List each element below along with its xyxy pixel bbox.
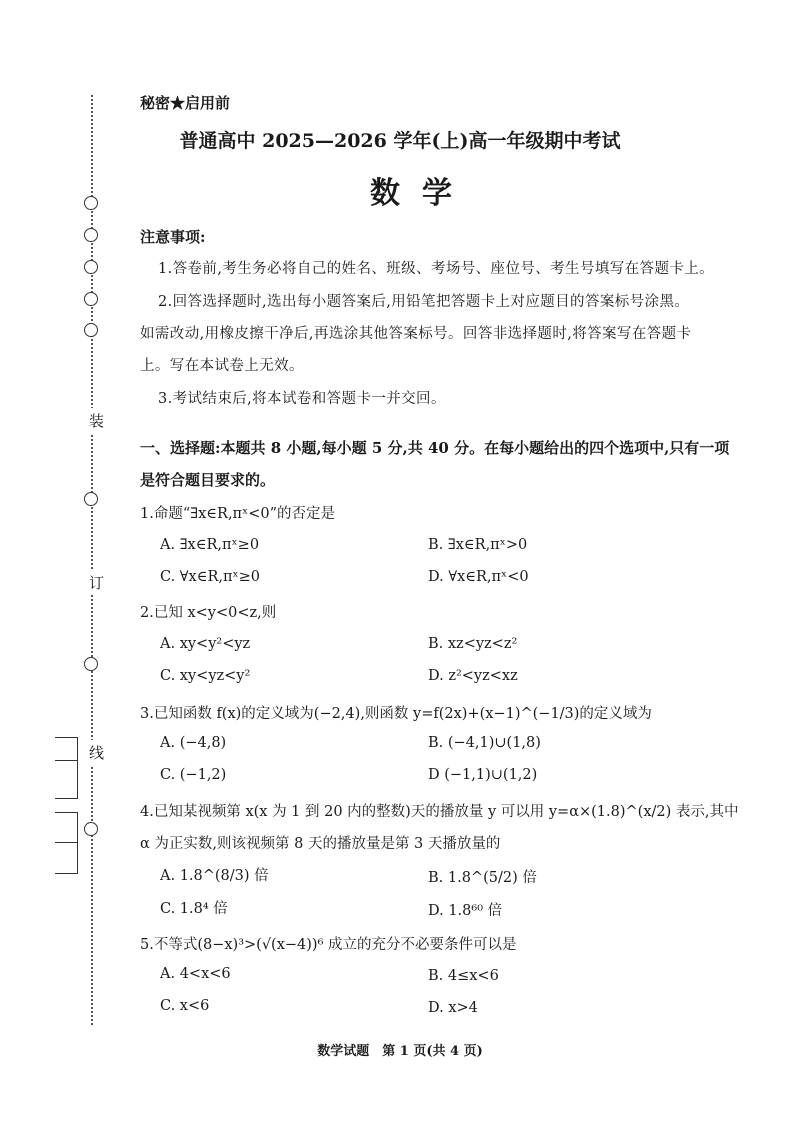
question-1-stem: 1.命题“∃x∈R,πˣ<0”的否定是 (140, 506, 336, 522)
question-5-option-c: C. x<6 (160, 998, 210, 1014)
question-1-option-b: B. ∃x∈R,πˣ>0 (428, 537, 528, 553)
question-3-option-a: A. (−4,8) (160, 735, 227, 751)
question-4-option-d: D. 1.8⁶⁰ 倍 (428, 903, 503, 919)
binding-hole (84, 228, 98, 242)
margin-box-divider (55, 842, 77, 843)
question-3-stem: 3.已知函数 f(x)的定义域为(−2,4),则函数 y=f(2x)+(x−1)^(−1/3)的定义域为 (140, 706, 652, 722)
question-1-option-d: D. ∀x∈R,πˣ<0 (428, 569, 529, 585)
question-5-option-a: A. 4<x<6 (160, 966, 231, 982)
notice-item-1: 1.答卷前,考生务必将自己的姓名、班级、考场号、座位号、考生号填写在答题卡上。 (158, 261, 715, 277)
question-2-option-b: B. xz<yz<z² (428, 636, 518, 652)
notice-item-2-cont: 如需改动,用橡皮擦干净后,再选涂其他答案标号。回答非选择题时,将答案写在答题卡 (140, 326, 692, 342)
notice-item-3: 3.考试结束后,将本试卷和答题卡一并交回。 (158, 391, 446, 407)
binding-label-zhuang: 装 (89, 408, 104, 433)
binding-hole (84, 292, 98, 306)
notice-item-2: 2.回答选择题时,选出每小题答案后,用铅笔把答题卡上对应题目的答案标号涂黑。 (158, 294, 690, 310)
question-1-option-a: A. ∃x∈R,πˣ≥0 (160, 537, 260, 553)
section-heading: 一、选择题:本题共 8 小题,每小题 5 分,共 40 分。在每小题给出的四个选项中,只有一项 (140, 439, 730, 457)
question-2-option-d: D. z²<yz<xz (428, 668, 518, 684)
question-2-option-c: C. xy<yz<y² (160, 668, 251, 684)
binding-hole (84, 323, 98, 337)
binding-hole (84, 822, 98, 836)
margin-box-divider (55, 760, 77, 761)
binding-label-ding: 订 (89, 570, 104, 595)
margin-box (55, 737, 78, 799)
question-5-option-b: B. 4≤x<6 (428, 968, 499, 984)
margin-box (55, 812, 78, 874)
question-4-option-c: C. 1.8⁴ 倍 (160, 901, 228, 917)
question-4-option-a: A. 1.8^(8/3) 倍 (160, 868, 269, 884)
question-2-stem: 2.已知 x<y<0<z,则 (140, 605, 277, 621)
binding-hole (84, 657, 98, 671)
notice-title: 注意事项: (140, 228, 206, 246)
exam-title: 普通高中 2025—2026 学年(上)高一年级期中考试 (179, 130, 621, 152)
page-footer: 数学试题 第 1 页(共 4 页) (317, 1044, 483, 1059)
question-4-stem: 4.已知某视频第 x(x 为 1 到 20 内的整数)天的播放量 y 可以用 y=α×(1.8)^(x/2) 表示,其中 (140, 804, 739, 820)
question-4-stem-cont: α 为正实数,则该视频第 8 天的播放量是第 3 天播放量的 (140, 836, 501, 852)
question-3-option-c: C. (−1,2) (160, 767, 227, 783)
section-heading-cont: 是符合题目要求的。 (140, 471, 276, 489)
question-4-option-b: B. 1.8^(5/2) 倍 (428, 870, 537, 886)
binding-hole (84, 492, 98, 506)
question-3-option-b: B. (−4,1)∪(1,8) (428, 735, 541, 751)
question-5-option-d: D. x>4 (428, 1000, 478, 1016)
question-3-option-d: D (−1,1)∪(1,2) (428, 767, 538, 783)
binding-label-xian: 线 (89, 740, 104, 765)
subject-title: 数学 (370, 176, 474, 211)
question-2-option-a: A. xy<y²<yz (160, 636, 251, 652)
notice-item-2-cont: 上。写在本试卷上无效。 (140, 358, 304, 374)
confidential-label: 秘密★启用前 (140, 94, 231, 112)
binding-hole (84, 260, 98, 274)
question-1-option-c: C. ∀x∈R,πˣ≥0 (160, 569, 261, 585)
question-5-stem: 5.不等式(8−x)³>(√(x−4))⁶ 成立的充分不必要条件可以是 (140, 937, 517, 953)
